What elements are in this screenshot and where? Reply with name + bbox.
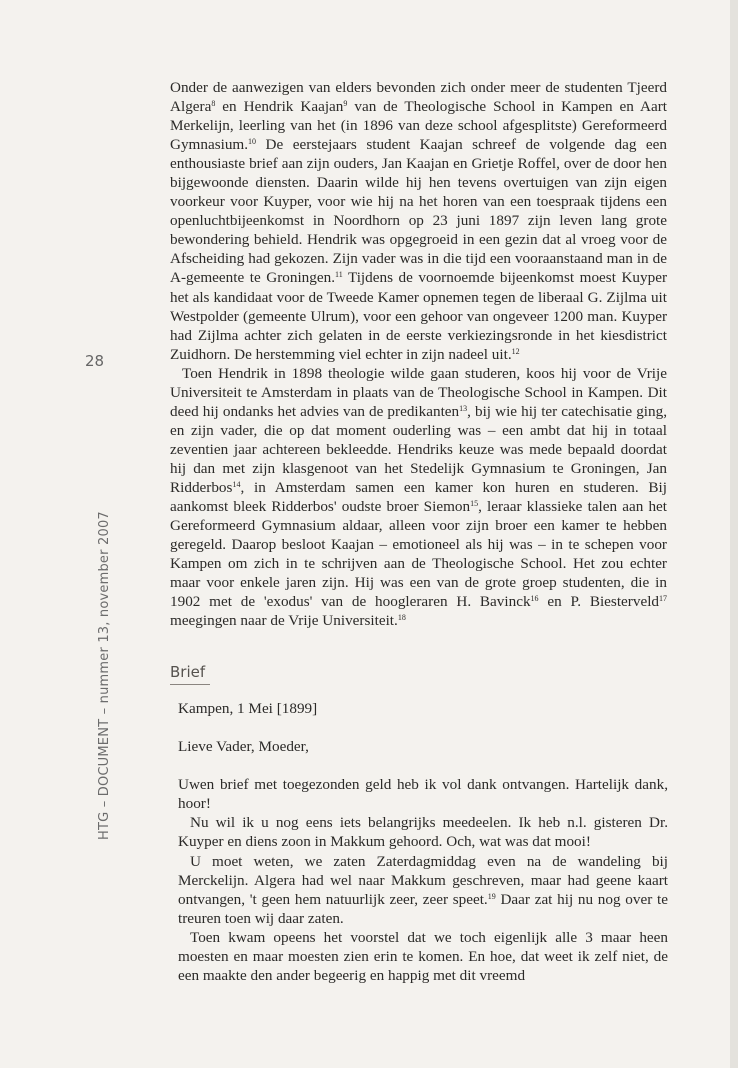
footnote-ref: 18 (397, 613, 406, 623)
letter-paragraph-2: Nu wil ik u nog eens iets belangrijks meedeelen. Ik heb n.l. gisteren Dr. Kuyper en diens zoon in Makkum gehoord. Och, wat was dat mooi! (178, 814, 668, 851)
footnote-ref: 17 (659, 594, 668, 604)
intro-text (170, 78, 667, 630)
footnote-ref: 19 (487, 891, 496, 901)
letter-paragraph-3: U moet weten, we zaten Zaterdagmiddag even na de wandeling bij Merckelijn. Algera had wel naar Makkum geschreven, maar had geene kaart ontvangen, 't geen hem natuurlijk zeer, zeer speet.$^{19}$ Daar zat hij nu nog over te treuren toen wij daar zaten. (178, 852, 668, 927)
page-number: 28 (85, 352, 105, 370)
section-heading: Brief (170, 663, 206, 681)
letter-dateline: Kampen, 1 Mei [1899] (178, 700, 318, 717)
footnote-ref: 15 (470, 499, 479, 509)
footnote-ref: 12 (511, 346, 520, 356)
page-edge (730, 0, 738, 1068)
letter (178, 699, 668, 985)
footnote-ref: 14 (232, 479, 241, 489)
section-rule (170, 684, 210, 685)
footnote-ref: 9 (343, 99, 348, 109)
footnote-ref: 8 (211, 99, 216, 109)
letter-paragraph-4: Toen kwam opeens het voorstel dat we toch eigenlijk alle 3 maar heen moesten en maar moesten zien erin te komen. En hoe, dat weet ik zelf niet, de een maakte den ander begeerig en happig met dit vreemd (178, 928, 668, 985)
running-head: HTG – DOCUMENT – nummer 13, november 2007 (97, 511, 112, 840)
footnote-ref: 16 (530, 594, 539, 604)
intro-paragraph-2: Toen Hendrik in 1898 theologie wilde gaan studeren, koos hij voor de Vrije Universiteit te Amsterdam in plaats van de Theologische School in Kampen. Dit deed hij ondanks het advies van de predikanten$^{13}$, bij wie hij ter catechisatie ging, en zijn vader, die op dat moment ouderling was – een ambt dat hij in totaal zeventien jaar achtereen bekleedde. Hendriks keuze was mede bepaald doordat hij dan met zijn klasgenoot van het Stedelijk Gymnasium te Groningen, Jan Ridderbos$^{14}$, in Amsterdam samen een kamer kon huren en studeren. Bij aankomst bleek Ridderbos' oudste broer Siemon$^{15}$, leraar klassieke talen aan het Gereformeerd Gymnasium aldaar, alleen voor zijn broer een kamer te hebben geregeld. Daarop besloot Kaajan – emotioneel als hij was – in te schepen voor Kampen om zich in te schrijven aan de Theologische School. Het zou echter maar voor enkele jaren zijn. Hij was een van de grote groep studenten, die in 1902 met de 'exodus' van de hoogleraren H. Bavinck$^{16}$ en P. Biesterveld$^{17}$ meegingen naar de Vrije Universiteit.$^{18}$ (170, 364, 668, 630)
footnote-ref: 10 (248, 137, 257, 147)
footnote-ref: 11 (335, 270, 343, 280)
letter-salutation: Lieve Vader, Moeder, (178, 738, 309, 756)
letter-paragraph-1: Uwen brief met toegezonden geld heb ik vol dank ontvangen. Hartelijk dank, hoor! (178, 776, 668, 813)
intro-paragraph-1: Onder de aanwezigen van elders bevonden zich onder meer de studenten Tjeerd Algera$^8$ en Hendrik Kaajan$^9$ van de Theologische School in Kampen en Aart Merkelijn, leerling van het (in 1896 van deze school afgesplitste) Gereformeerd Gymnasium.$^{10}$ De eerstejaars student Kaajan schreef de volgende dag een enthousiaste brief aan zijn ouders, Jan Kaajan en Grietje Roffel, over de door hen bijgewoonde diensten. Daarin wilde hij hen tevens overtuigen van zijn eigen voorkeur voor Kuyper, voor wie hij na het horen van een toespraak tijdens een openluchtbijeenkomst in Noordhorn op 23 juni 1897 zijn leven lang grote bewondering behield. Hendrik was opgegroeid in een gezin dat al vroeg voor de Afscheiding had gekozen. Zijn vader was in die tijd een vooraanstaand man in de A-gemeente te Groningen.$^{11}$ Tijdens de voornoemde bijeenkomst moest Kuyper het als kandidaat voor de Tweede Kamer opnemen tegen de liberaal G. Zijlma uit Westpolder (gemeente Ulrum), voor een gehoor van ongeveer 1200 man. Kuyper had Zijlma achter zich gelaten in de eerste verkiezingsronde in het kiesdistrict Zuidhorn. De herstemming viel echter in zijn nadeel uit.$^{12}$ (170, 79, 667, 363)
footnote-ref: 13 (459, 403, 468, 413)
